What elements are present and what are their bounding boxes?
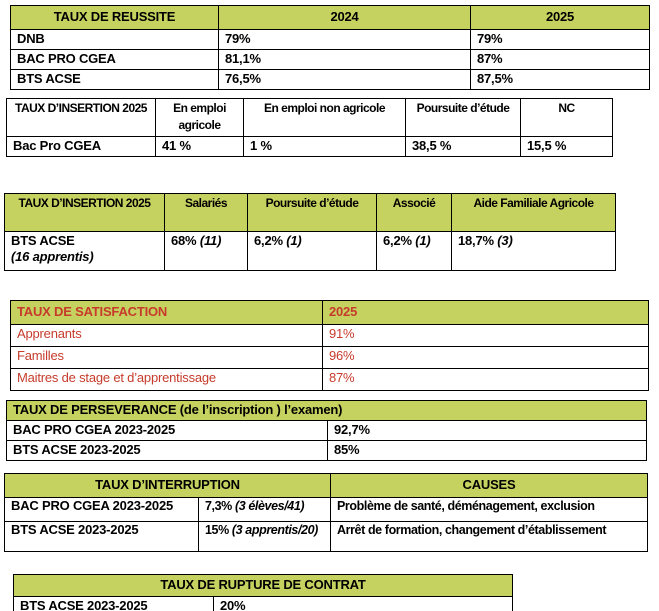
header-cell-title: TAUX D’INTERRUPTION [5,474,331,498]
header-cell-title: TAUX D’INSERTION 2025 [7,99,156,137]
row-label: Maitres de stage et d’apprentissage [11,369,323,391]
value-cell [452,232,616,271]
value-note: (1) [286,233,302,248]
value-text: 6,2% [383,233,412,248]
value-note: (11) [199,233,222,248]
table-row [5,498,648,522]
table-header-row [5,194,616,232]
header-cell: Associé [377,194,452,232]
table-taux-satisfaction [10,300,649,391]
table-row [11,69,650,89]
value-note: (1) [415,233,431,248]
table-row [11,325,649,347]
table-row [7,137,613,157]
rate-note: (3 élèves/41) [234,499,305,513]
row-label: Familles [11,347,323,369]
header-cell: Poursuite d’étude [406,99,521,137]
table-header-row [11,6,650,30]
table-header-row [7,99,613,137]
value-cell: 96% [323,347,649,369]
value-text: 18,7% [458,233,494,248]
table-taux-perseverance [6,400,647,461]
table-header-row [11,301,649,325]
header-cell-title: TAUX DE REUSSITE [11,6,219,30]
row-label: BTS ACSE [11,69,219,89]
row-label: Apprenants [11,325,323,347]
header-cell-title: TAUX DE PERSEVERANCE (de l’inscription ) l’examen) [7,401,647,421]
rate-cell [199,498,331,522]
table-row [5,232,616,271]
table-row [11,347,649,369]
row-label: BTS ACSE 2023-2025 [14,597,214,611]
row-label: BTS ACSE 2023-2025 [5,522,199,552]
header-cell: NC [521,99,613,137]
value-cell: 87,5% [471,69,650,89]
table-taux-interruption [4,473,648,552]
value-cell: 76,5% [219,69,471,89]
value-cell: 91% [323,325,649,347]
table-row [11,30,650,50]
table-header-row [5,474,648,498]
rate-note: (3 apprentis/20) [231,523,318,537]
table-row [5,522,648,552]
table-taux-de-reussite [10,5,650,90]
table-header-row [14,575,513,597]
rate-cell [199,522,331,552]
header-cell-2025: 2025 [323,301,649,325]
table-row [11,49,650,69]
header-cell-title: TAUX DE SATISFACTION [11,301,323,325]
table-taux-insertion-cgea [6,98,613,157]
value-text: 6,2% [254,233,283,248]
header-cell: Salariés [165,194,248,232]
value-cell: 87% [323,369,649,391]
value-cell: 20% [214,597,513,611]
row-label [5,232,165,271]
cause-cell: Arrêt de formation, changement d’établissement [331,522,648,552]
value-cell: 1 % [244,137,406,157]
cause-cell: Problème de santé, déménagement, exclusion [331,498,648,522]
value-cell: 79% [219,30,471,50]
value-cell: 15,5 % [521,137,613,157]
value-cell [248,232,377,271]
header-cell: En emploi agricole [156,99,244,137]
value-text: 68% [171,233,197,248]
table-row [11,369,649,391]
header-cell: Aide Familiale Agricole [452,194,616,232]
table-row [7,421,647,441]
table-row [7,441,647,461]
row-label: BTS ACSE 2023-2025 [7,441,328,461]
row-sublabel-text: (16 apprentis) [11,249,94,264]
table-taux-rupture-contrat [13,574,513,611]
header-cell-2024: 2024 [219,6,471,30]
rate-text: 7,3% [205,499,232,513]
header-cell-2025: 2025 [471,6,650,30]
header-cell-causes: CAUSES [331,474,648,498]
header-cell-title: TAUX D’INSERTION 2025 [5,194,165,232]
value-note: (3) [497,233,513,248]
value-cell: 81,1% [219,49,471,69]
row-label: BAC PRO CGEA [11,49,219,69]
header-cell-title: TAUX DE RUPTURE DE CONTRAT [14,575,513,597]
value-cell: 92,7% [328,421,647,441]
row-label: Bac Pro CGEA [7,137,156,157]
value-cell: 79% [471,30,650,50]
rate-text: 15% [205,523,229,537]
value-cell [377,232,452,271]
row-label: BAC PRO CGEA 2023-2025 [7,421,328,441]
table-taux-insertion-acse [4,193,616,271]
header-cell: En emploi non agricole [244,99,406,137]
row-label: BAC PRO CGEA 2023-2025 [5,498,199,522]
value-cell: 38,5 % [406,137,521,157]
table-header-row [7,401,647,421]
row-label: DNB [11,30,219,50]
table-row [14,597,513,611]
value-cell [165,232,248,271]
row-label-text: BTS ACSE [11,233,75,248]
value-cell: 41 % [156,137,244,157]
value-cell: 87% [471,49,650,69]
value-cell: 85% [328,441,647,461]
header-cell: Poursuite d’étude [248,194,377,232]
